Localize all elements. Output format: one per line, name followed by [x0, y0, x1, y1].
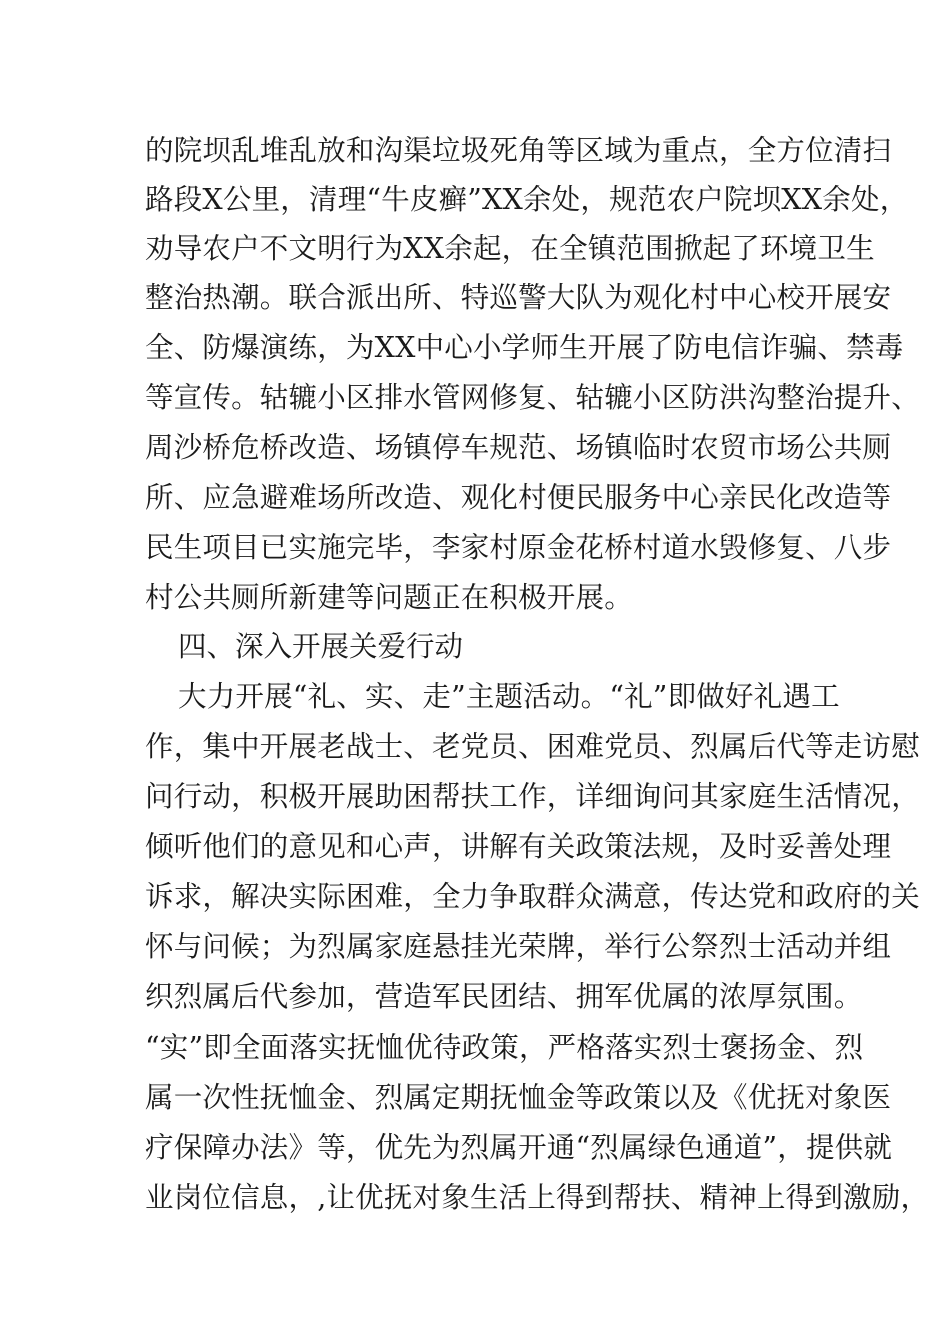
paragraph-line: 问行动，积极开展助困帮扶工作，详细询问其家庭生活情况，: [145, 780, 920, 813]
paragraph-line: 诉求，解决实际困难，全力争取群众满意，传达党和政府的关: [145, 880, 920, 913]
paragraph-line: “实”即全面落实抚恤优待政策，严格落实烈士褒扬金、烈: [145, 1031, 864, 1064]
paragraph-line: 作，集中开展老战士、老党员、困难党员、烈属后代等走访慰: [145, 730, 920, 763]
paragraph-line: 等宣传。轱辘小区排水管网修复、轱辘小区防洪沟整治提升、: [145, 381, 920, 414]
section-heading: 四、深入开展关爱行动: [178, 630, 464, 663]
paragraph-line: 民生项目已实施完毕，李家村原金花桥村道水毁修复、八步: [145, 531, 892, 564]
paragraph-line: 织烈属后代参加，营造军民团结、拥军优属的浓厚氛围。: [145, 980, 863, 1013]
paragraph-line: 的院坝乱堆乱放和沟渠垃圾死角等区域为重点，全方位清扫: [145, 134, 892, 167]
paragraph-line: 大力开展“礼、实、走”主题活动。“礼”即做好礼遇工: [178, 680, 840, 713]
paragraph-line: 整治热潮。联合派出所、特巡警大队为观化村中心校开展安: [145, 281, 892, 314]
paragraph-line: 周沙桥危桥改造、场镇停车规范、场镇临时农贸市场公共厕: [145, 431, 892, 464]
paragraph-line: 属一次性抚恤金、烈属定期抚恤金等政策以及《优抚对象医: [145, 1081, 892, 1114]
paragraph-line: 疗保障办法》等，优先为烈属开通“烈属绿色通道”，提供就: [145, 1131, 893, 1164]
paragraph-line: 倾听他们的意见和心声，讲解有关政策法规，及时妥善处理: [145, 830, 892, 863]
paragraph-line: 路段X公里，清理“牛皮癣”XX余处，规范农户院坝XX余处，: [145, 183, 909, 216]
paragraph-line: 村公共厕所新建等问题正在积极开展。: [145, 581, 633, 614]
paragraph-line: 业岗位信息，,让优抚对象生活上得到帮扶、精神上得到激励，: [145, 1181, 930, 1214]
paragraph-line: 所、应急避难场所改造、观化村便民服务中心亲民化改造等: [145, 481, 892, 514]
paragraph-line: 全、防爆演练，为XX中心小学师生开展了防电信诈骗、禁毒: [145, 331, 904, 364]
paragraph-line: 怀与问候；为烈属家庭悬挂光荣牌，举行公祭烈士活动并组: [145, 930, 892, 963]
paragraph-line: 劝导农户不文明行为XX余起，在全镇范围掀起了环境卫生: [145, 232, 875, 265]
